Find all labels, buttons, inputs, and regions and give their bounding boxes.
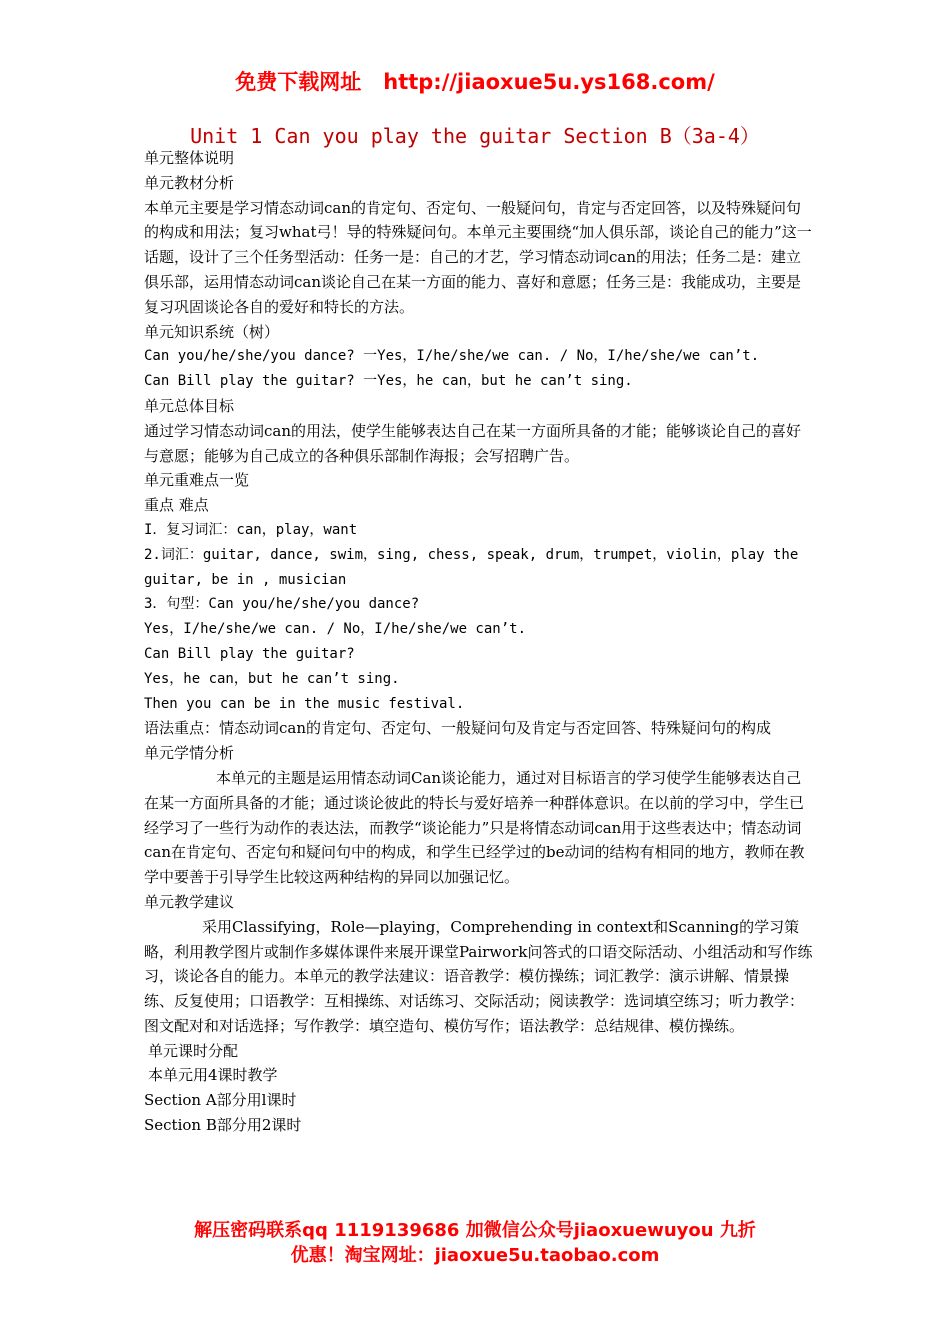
paragraph: Yes，he can，but he can’t sing.	[144, 670, 400, 687]
paragraph: Can Bill play the guitar? 一Yes，he can，but he can’t sing.	[144, 373, 633, 390]
paragraph: 单元教学建议	[144, 892, 235, 911]
document-body	[144, 146, 814, 1138]
paragraph: I．复习词汇：can，play，want	[144, 521, 358, 538]
paragraph: 单元重难点一览	[144, 471, 250, 490]
download-header	[0, 66, 950, 96]
paragraph: Yes，I/he/she/we can. / No，I/he/she/we can’t.	[144, 621, 527, 638]
paragraph: 采用Classifying，Role—playing，Comprehending in context和Scanning的学习策略，利用教学图片或制作多媒体课件来展开课堂Pairwork问答式的口语交际活动、小组活动和写作练习，谈论各自的能力。本单元的教学法建议：语音教学：模仿操练；词汇教学：演示讲解、情景操练、反复使用；口语教学：互相操练、对话练习、交际活动；阅读教学：选词填空练习；听力教学：图文配对和对话选择；写作教学：填空造句、模仿写作；语法教学：总结规律、模仿操练。	[144, 917, 813, 1035]
paragraph: 单元总体目标	[144, 396, 235, 415]
paragraph: 本单元主要是学习情态动词can的肯定句、否定句、一般疑问句，肯定与否定回答，以及特殊疑问句的构成和用法；复习what弓！导的特殊疑问句。本单元主要围绕“加人俱乐部，谈论自己的能力”这一话题，设计了三个任务型活动：任务一是：自己的才艺，学习情态动词can的用法；任务二是：建立俱乐部，运用情态动词can谈论自己在某一方面的能力、喜好和意愿；任务三是：我能成功，主要是复习巩固谈论各自的爱好和特长的方法。	[144, 198, 812, 316]
header-label: 免费下载网址	[235, 70, 362, 94]
paragraph: 单元课时分配	[148, 1041, 239, 1060]
footer-line-1: 解压密码联系qq 1119139686 加微信公众号jiaoxuewuyou 九折	[194, 1220, 756, 1241]
page-title: Unit 1 Can you play the guitar Section B（3a-4）	[190, 124, 760, 148]
paragraph: 3．句型：Can you/he/she/you dance?	[144, 596, 420, 613]
paragraph: Then you can be in the music festival.	[144, 695, 465, 712]
paragraph: 单元学情分析	[144, 744, 235, 763]
header-url-link[interactable]: http://jiaoxue5u.ys168.com/	[383, 70, 715, 94]
footer-contact	[0, 1218, 950, 1268]
paragraph: 本单元用4课时教学	[148, 1066, 278, 1085]
paragraph: 单元知识系统（树）	[144, 322, 280, 341]
paragraph: 单元整体说明	[144, 149, 235, 167]
paragraph: Section A部分用l课时	[144, 1091, 297, 1110]
footer-line-2: 优惠！淘宝网址：jiaoxue5u.taobao.com	[290, 1245, 660, 1266]
paragraph: 通过学习情态动词can的用法，使学生能够表达自己在某一方面所具备的才能；能够谈论自己的喜好与意愿；能够为自己成立的各种俱乐部制作海报；会写招聘广告。	[144, 421, 802, 465]
paragraph: 语法重点：情态动词can的肯定句、否定句、一般疑问句及肯定与否定回答、特殊疑问句的构成	[144, 719, 772, 738]
paragraph: Can you/he/she/you dance? 一Yes，I/he/she/we can. / No，I/he/she/we can’t.	[144, 348, 760, 365]
paragraph: 单元教材分析	[144, 173, 235, 192]
paragraph: 2.词汇：guitar, dance, swim，sing, chess, speak, drum，trumpet，violin，play the guitar, be in , musician	[144, 546, 799, 588]
paragraph: Section B部分用2课时	[144, 1116, 302, 1135]
paragraph: Can Bill play the guitar?	[144, 645, 355, 662]
paragraph: 重点 难点	[144, 496, 209, 515]
paragraph: 本单元的主题是运用情态动词Can谈论能力，通过对目标语言的学习使学生能够表达自己在某一方面所具备的才能；通过谈论彼此的特长与爱好培养一种群体意识。在以前的学习中，学生已经学习了一些行为动作的表达法，而教学“谈论能力”只是将情态动词can用于这些表达中；情态动词can在肯定句、否定句和疑问句中的构成，和学生已经学过的be动词的结构有相同的地方，教师在教学中要善于引导学生比较这两种结构的异同以加强记忆。	[144, 768, 805, 887]
